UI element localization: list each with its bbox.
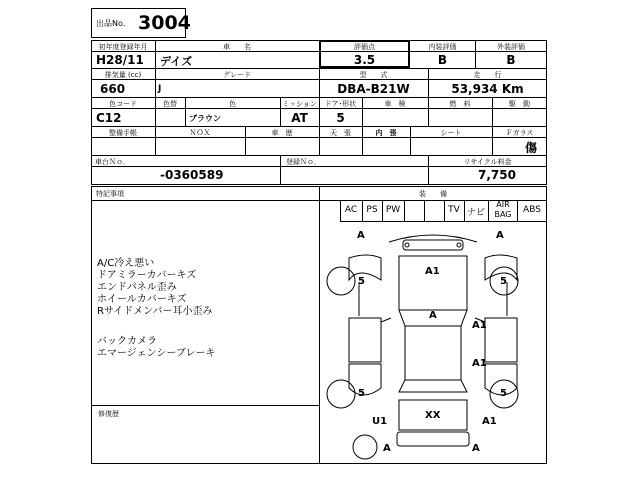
damage-rear-left: U1: [372, 416, 388, 427]
car-damage-diagram: [319, 222, 547, 464]
model-name-value: デイズ: [160, 55, 193, 68]
remarks-title: 特記事項: [96, 190, 124, 198]
remark-line: ホイールカバーキズ: [97, 294, 187, 305]
front-bumper-outline: [389, 235, 477, 242]
left-front-door: [349, 318, 381, 362]
hood-outline: [399, 256, 467, 310]
chassis-label: 車台Ｎｏ．: [95, 158, 130, 166]
remarks-list-b: [97, 336, 215, 360]
sunroof-label: 天 張: [330, 129, 351, 137]
mileage-value: 53,934 Km: [451, 82, 524, 96]
score-value: 3.5: [353, 53, 376, 67]
remark-line: バックカメラ: [97, 336, 157, 347]
equip-abs: ABS: [523, 205, 541, 215]
color-label: 色: [229, 100, 236, 108]
rule: [91, 405, 319, 406]
equip-airbag: AIR BAG: [494, 200, 512, 219]
color-code-label: 色コード: [109, 100, 137, 108]
remark-line: Rサイドメンバー耳小歪み: [97, 306, 213, 317]
f-glass-value: 傷: [525, 141, 538, 155]
model-name-label: 車 名: [223, 43, 251, 51]
roof-outline: [405, 326, 461, 380]
damage-bumper-left: A: [383, 443, 391, 454]
type-value: DBA-B21W: [337, 82, 410, 96]
damage-front-left: A: [357, 230, 365, 241]
damage-rear-right: A1: [482, 416, 497, 427]
damage-front-right-wheel: 5: [500, 276, 507, 287]
vline: [488, 200, 489, 222]
nox-label: ＮＯＸ: [189, 129, 211, 137]
right-front-door: [485, 318, 517, 362]
color-code-value: C12: [96, 111, 122, 125]
damage-right-rear-door: A1: [472, 358, 487, 369]
inspection-label: 車 検: [384, 100, 406, 108]
equip-pw: PW: [385, 205, 401, 215]
rule: [91, 155, 547, 156]
remark-line: エンドパネル歪み: [97, 282, 177, 293]
displacement-value: 660: [100, 82, 126, 96]
damage-front-right: A: [496, 230, 504, 241]
damage-front-left-wheel: 5: [358, 276, 365, 287]
left-mirror: [381, 318, 391, 322]
lot-number: 3004: [138, 12, 191, 34]
left-rear-door: [349, 364, 381, 395]
f-glass-label: Ｆガラス: [505, 129, 534, 137]
interior-label: 内装評価: [428, 43, 457, 51]
damage-rear-right-wheel: 5: [500, 388, 507, 399]
rear-window-outline: [399, 380, 467, 392]
interior-value: B: [437, 53, 448, 67]
transmission-label: ミッション: [282, 100, 317, 108]
color-change-label: 色替: [163, 100, 177, 108]
rear-left-wheel: [327, 380, 355, 408]
damage-hood: A1: [425, 266, 440, 277]
damage-rear-left-wheel: 5: [358, 388, 365, 399]
vline: [280, 155, 281, 185]
reg-date-value: H28/11: [96, 53, 144, 67]
remarks-list-a: [97, 258, 212, 318]
seat-label: シート: [440, 129, 462, 137]
remark-line: エマージェンシーブレーキ: [97, 348, 216, 359]
doors-label: ドア･形状: [324, 100, 357, 108]
front-lamp-left: [405, 243, 409, 247]
spare-tire: [353, 435, 377, 459]
history-label: 車 歴: [271, 129, 293, 137]
grade-label: グレード: [223, 71, 251, 79]
exterior-label: 外装評価: [497, 43, 525, 51]
chassis-value: -0360589: [160, 168, 224, 182]
score-label: 評価点: [354, 43, 375, 51]
transmission-value: AT: [291, 111, 308, 125]
repair-history-label: 修復歴: [98, 410, 119, 418]
damage-bumper-right: A: [472, 443, 480, 454]
grade-value: J: [158, 84, 162, 94]
remark-line: ドアミラーカバーキズ: [97, 270, 197, 281]
rear-bumper-outline: [397, 432, 469, 446]
inner-label: 内 張: [375, 129, 397, 137]
lot-number-box: [91, 8, 191, 38]
equip-navi: ナビ: [466, 208, 485, 218]
exterior-value: B: [506, 53, 516, 67]
fuel-label: 燃 料: [449, 100, 471, 108]
damage-roof: A: [429, 310, 437, 321]
vline: [424, 200, 425, 222]
lot-number-label: 出品No．: [96, 19, 131, 28]
damage-rear-center: XX: [425, 410, 441, 421]
color-value: ブラウン: [189, 114, 221, 123]
reg-date-label: 初年度登録年月: [98, 43, 148, 51]
drive-label: 駆 動: [509, 100, 530, 108]
equipment-title: 装 備: [419, 190, 447, 198]
front-grille: [403, 240, 463, 250]
equip-ac: AC: [344, 205, 358, 215]
front-left-wheel: [327, 267, 355, 295]
type-label: 型 式: [359, 71, 388, 79]
equip-tv: TV: [448, 205, 460, 215]
plate-label: 登録Ｎｏ．: [286, 158, 321, 166]
maintenance-label: 整備手帳: [109, 129, 137, 137]
vline: [404, 200, 405, 222]
damage-right-front-door: A1: [472, 320, 487, 331]
equip-ps: PS: [366, 205, 378, 215]
remark-line: A/C冷え悪い: [97, 258, 155, 269]
displacement-label: 排気量 (cc): [104, 71, 142, 79]
mileage-label: 走 行: [473, 71, 502, 79]
recycle-value: 7,750: [478, 168, 516, 182]
recycle-label: リサイクル料金: [463, 158, 512, 166]
doors-value: 5: [336, 111, 345, 125]
front-lamp-right: [457, 243, 461, 247]
